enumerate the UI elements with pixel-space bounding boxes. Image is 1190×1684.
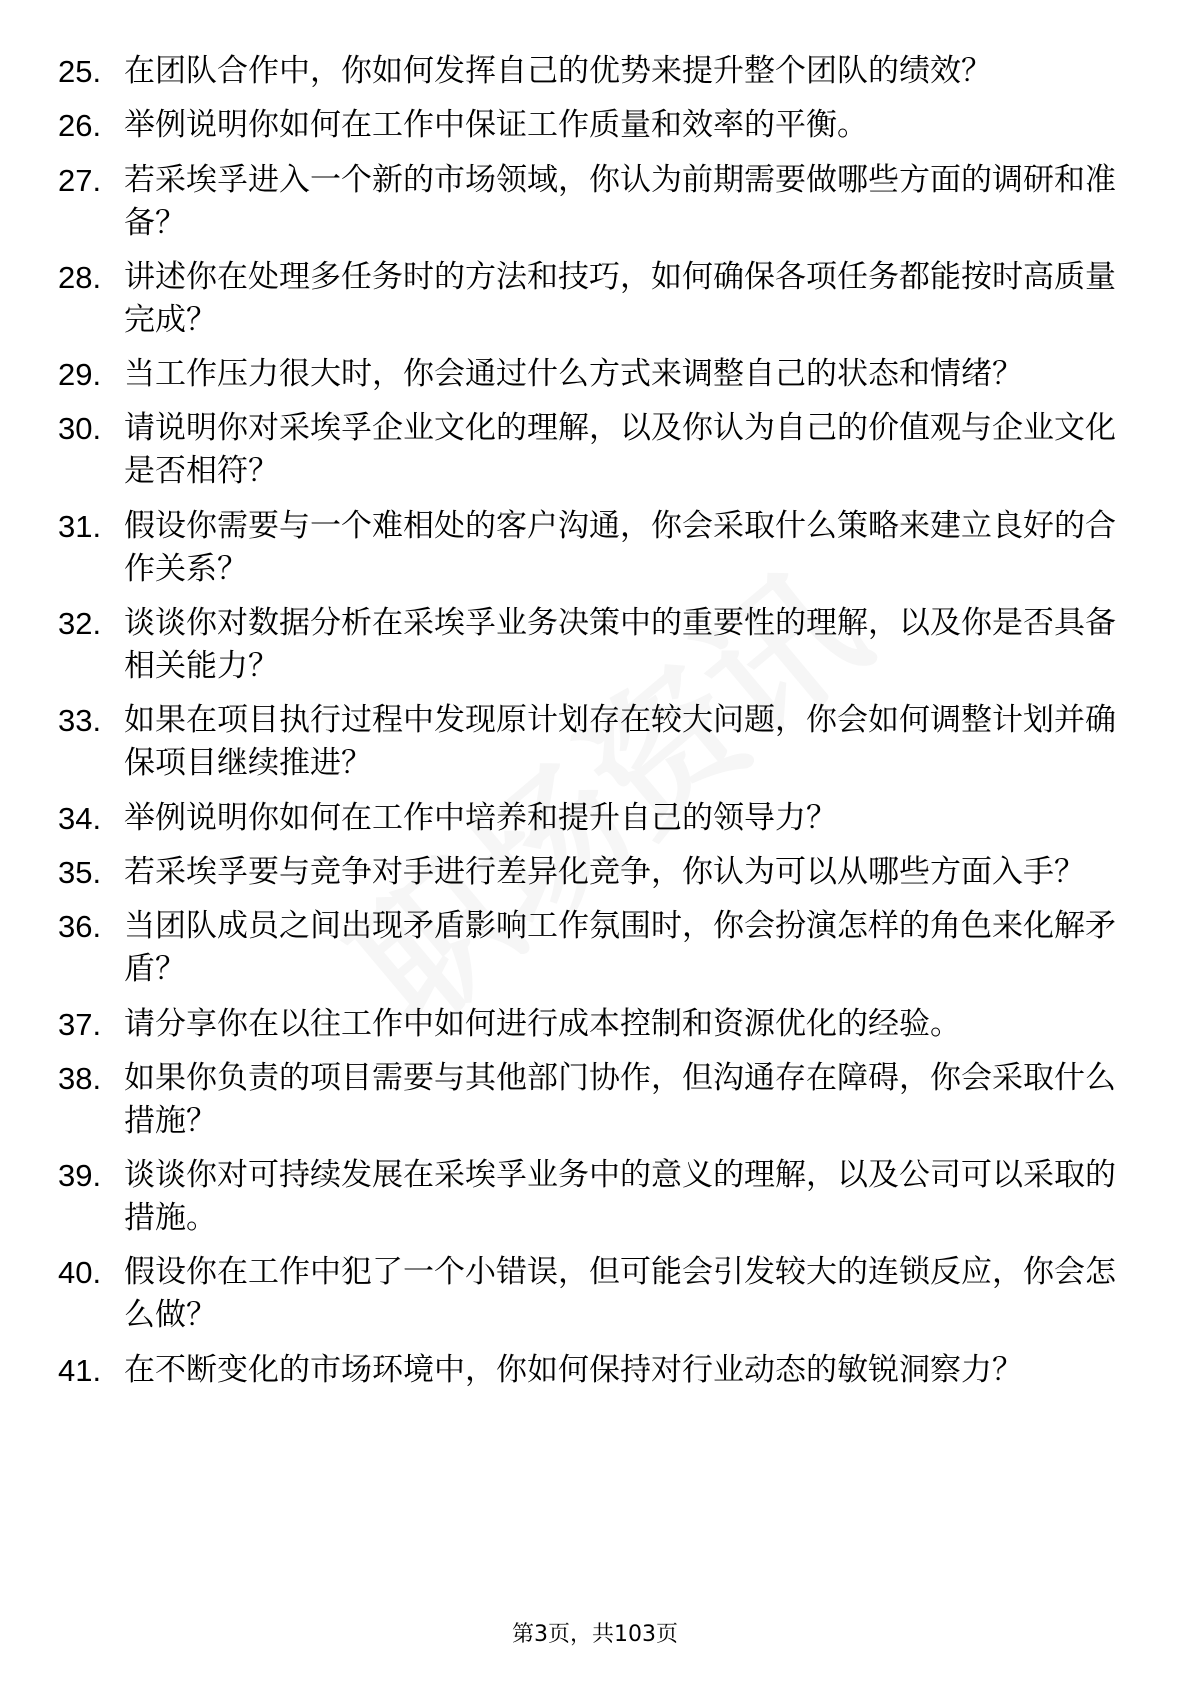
question-item xyxy=(58,797,1118,840)
question-number: 30. xyxy=(58,411,102,447)
question-item xyxy=(58,256,1118,342)
question-item xyxy=(58,905,1118,991)
question-text: 举例说明你如何在工作中培养和提升自己的领导力？ xyxy=(124,799,837,836)
question-text: 谈谈你对可持续发展在采埃孚业务中的意义的理解，以及公司可以采取的措施。 xyxy=(124,1157,1116,1237)
question-item xyxy=(58,505,1118,591)
question-item xyxy=(58,602,1118,688)
question-number: 40. xyxy=(58,1255,102,1291)
question-item xyxy=(58,1349,1118,1392)
question-number: 27. xyxy=(58,162,102,198)
question-item xyxy=(58,851,1118,894)
question-number: 34. xyxy=(58,800,102,836)
question-text: 谈谈你对数据分析在采埃孚业务决策中的重要性的理解，以及你是否具备相关能力？ xyxy=(124,605,1116,685)
question-number: 25. xyxy=(58,54,102,89)
question-item xyxy=(58,1057,1118,1143)
question-number: 29. xyxy=(58,357,102,393)
question-item xyxy=(58,50,1118,93)
question-text: 如果在项目执行过程中发现原计划存在较大问题，你会如何调整计划并确保项目继续推进？ xyxy=(124,702,1116,782)
question-text: 在不断变化的市场环境中，你如何保持对行业动态的敏锐洞察力？ xyxy=(124,1351,1023,1388)
question-text: 若采埃孚要与竞争对手进行差异化竞争，你认为可以从哪些方面入手？ xyxy=(124,853,1085,890)
question-number: 32. xyxy=(58,606,102,642)
question-item xyxy=(58,1003,1118,1046)
question-text: 当工作压力很大时，你会通过什么方式来调整自己的状态和情绪？ xyxy=(124,356,1023,393)
question-number: 38. xyxy=(58,1060,102,1096)
question-text: 请说明你对采埃孚企业文化的理解，以及你认为自己的价值观与企业文化是否相符？ xyxy=(124,410,1116,490)
question-item xyxy=(58,407,1118,493)
question-number: 33. xyxy=(58,703,102,739)
question-item xyxy=(58,353,1118,396)
question-number: 31. xyxy=(58,508,102,544)
question-item xyxy=(58,1251,1118,1337)
question-item xyxy=(58,1154,1118,1240)
question-item xyxy=(58,159,1118,245)
question-text: 假设你在工作中犯了一个小错误，但可能会引发较大的连锁反应，你会怎么做？ xyxy=(124,1254,1116,1334)
question-number: 37. xyxy=(58,1006,102,1042)
question-number: 26. xyxy=(58,108,102,144)
question-item xyxy=(58,699,1118,785)
question-number: 39. xyxy=(58,1158,102,1194)
question-list xyxy=(58,50,1118,1403)
question-text: 若采埃孚进入一个新的市场领域，你认为前期需要做哪些方面的调研和准备？ xyxy=(124,161,1116,241)
question-text: 当团队成员之间出现矛盾影响工作氛围时，你会扮演怎样的角色来化解矛盾？ xyxy=(124,908,1116,988)
question-text: 请分享你在以往工作中如何进行成本控制和资源优化的经验。 xyxy=(124,1005,961,1042)
question-text: 讲述你在处理多任务时的方法和技巧，如何确保各项任务都能按时高质量完成？ xyxy=(124,258,1116,338)
question-number: 28. xyxy=(58,259,102,295)
page-footer: 第3页，共103页 xyxy=(512,1622,678,1647)
question-text: 假设你需要与一个难相处的客户沟通，你会采取什么策略来建立良好的合作关系？ xyxy=(124,507,1116,587)
question-item xyxy=(58,104,1118,147)
question-text: 如果你负责的项目需要与其他部门协作，但沟通存在障碍，你会采取什么措施？ xyxy=(124,1059,1116,1139)
question-text: 在团队合作中，你如何发挥自己的优势来提升整个团队的绩效？ xyxy=(124,53,992,89)
question-text: 举例说明你如何在工作中保证工作质量和效率的平衡。 xyxy=(124,107,868,144)
question-number: 35. xyxy=(58,854,102,890)
question-number: 41. xyxy=(58,1352,102,1388)
question-number: 36. xyxy=(58,909,102,945)
